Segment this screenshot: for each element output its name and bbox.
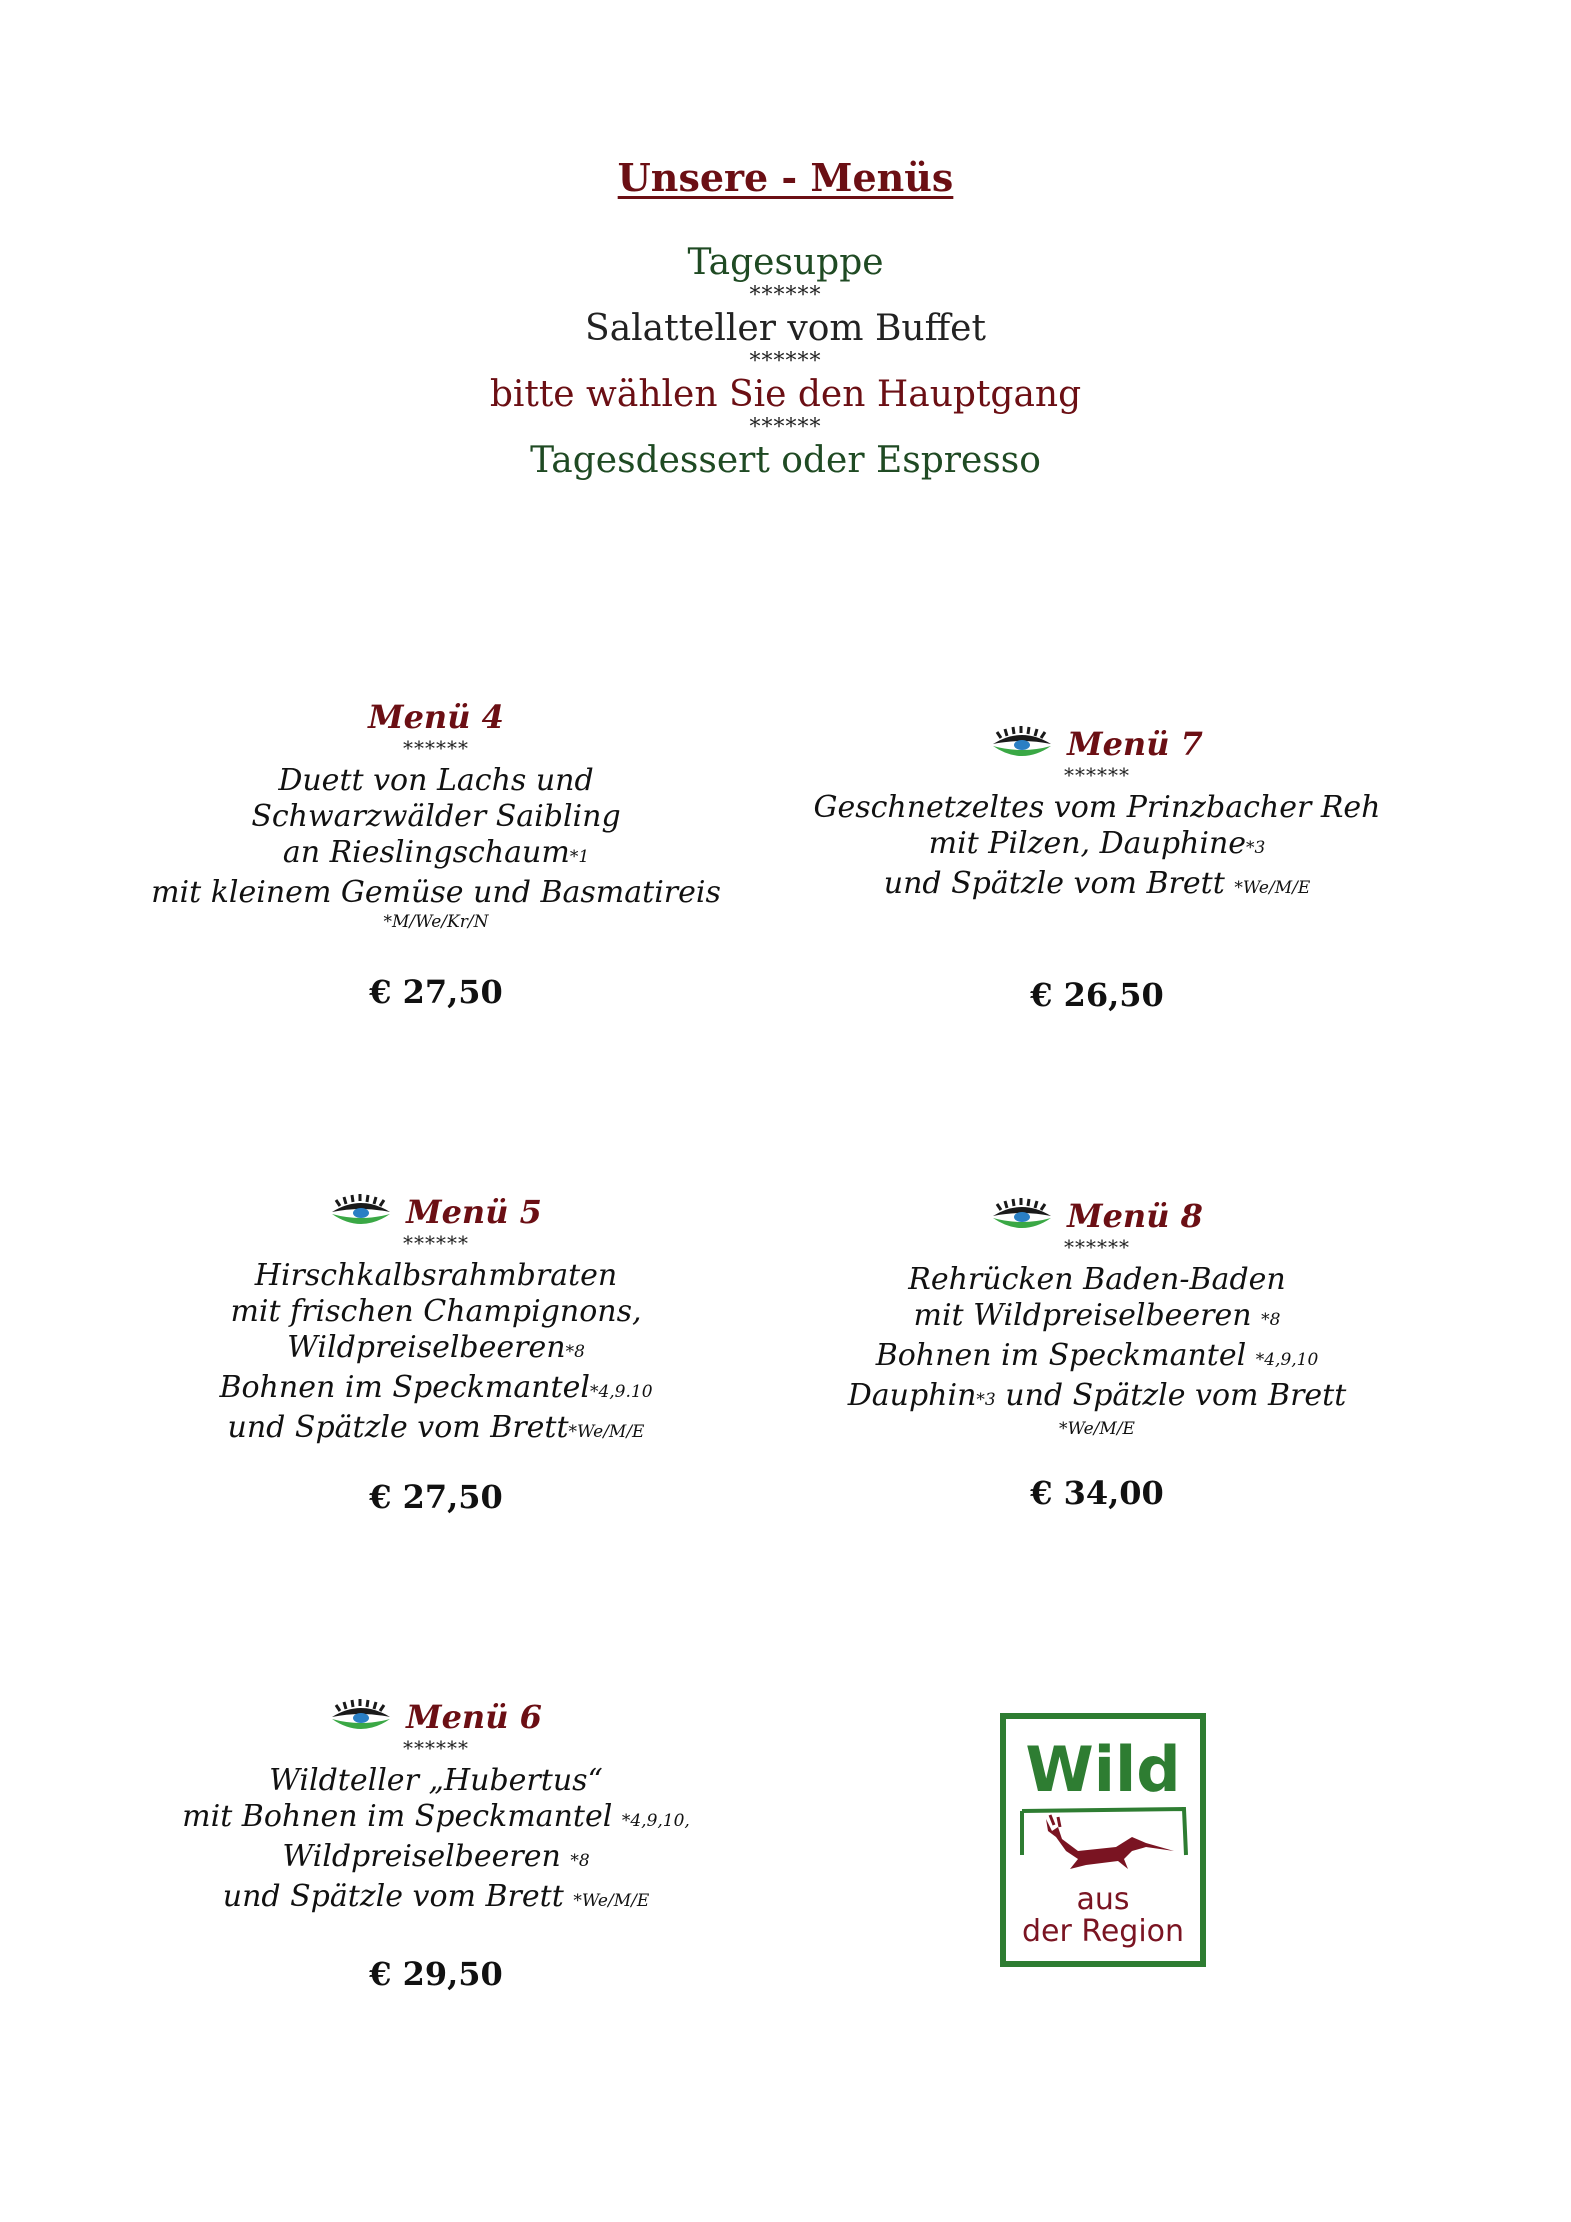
dish-line: Geschnetzeltes vom Prinzbacher Reh	[813, 790, 1381, 825]
dish-line: Wildpreiselbeeren	[287, 1330, 566, 1365]
eye-logo-icon	[991, 1196, 1053, 1236]
allergen-note: *We/M/E	[1059, 1419, 1135, 1439]
deer-icon	[1006, 1719, 1200, 1961]
menu-price: € 26,50	[1030, 976, 1164, 1014]
menu-4	[126, 697, 746, 1027]
course-salad: Salatteller vom Buffet	[585, 308, 986, 349]
separator: ******	[403, 736, 469, 760]
separator: ******	[403, 1231, 469, 1255]
dish-line: Bohnen im Speckmantel	[875, 1338, 1247, 1373]
dish-line: Rehrücken Baden-Baden	[908, 1262, 1286, 1297]
dish-line: Dauphin	[847, 1378, 977, 1413]
dish-line: Duett von Lachs und	[278, 763, 594, 798]
additive-note: *8	[1261, 1310, 1281, 1330]
separator: ******	[403, 1736, 469, 1760]
dish-line: mit frischen Champignons,	[230, 1294, 642, 1329]
allergen-note: *We/M/E	[568, 1422, 645, 1442]
menu-8	[787, 1196, 1407, 1536]
course-soup: Tagesuppe	[687, 242, 884, 283]
separator: ******	[1064, 1235, 1130, 1259]
additive-note: *4,9,10,	[621, 1811, 690, 1831]
menu-price: € 29,50	[369, 1955, 503, 1993]
menu-6	[126, 1697, 746, 2017]
dish-line: Wildteller „Hubertus“	[269, 1763, 603, 1798]
menu-title: Menü 4	[368, 698, 504, 736]
dish-line: und Spätzle vom Brett	[227, 1410, 569, 1445]
eye-logo-icon	[330, 1697, 392, 1737]
separator: ******	[749, 349, 822, 374]
menu-title: Menü 5	[406, 1193, 542, 1231]
menu-title: Menü 8	[1067, 1197, 1203, 1235]
additive-note: *8	[570, 1851, 590, 1871]
additive-note: *1	[569, 847, 590, 867]
allergen-note: *We/M/E	[573, 1891, 650, 1911]
eye-logo-icon	[330, 1192, 392, 1232]
additive-note: *3	[1246, 838, 1266, 858]
logo-line-region: der Region	[1021, 1914, 1185, 1949]
separator: ******	[749, 283, 822, 308]
eye-logo-icon	[991, 724, 1053, 764]
dish-line: an Rieslingschaum	[282, 835, 570, 870]
additive-note: *4,9,10	[1255, 1350, 1319, 1370]
course-main: bitte wählen Sie den Hauptgang	[489, 374, 1082, 415]
separator: ******	[749, 415, 822, 440]
menu-title: Menü 7	[1067, 725, 1203, 763]
menu-title: Menü 6	[406, 1698, 542, 1736]
menu-price: € 34,00	[1030, 1474, 1164, 1512]
menu-5	[126, 1192, 746, 1532]
dish-line: Bohnen im Speckmantel	[219, 1370, 590, 1405]
additive-note: *8	[565, 1342, 585, 1362]
course-dessert: Tagesdessert oder Espresso	[530, 440, 1041, 481]
dish-line: Schwarzwälder Saibling	[251, 799, 621, 834]
dish-line: Wildpreiselbeeren	[282, 1839, 561, 1874]
dish-line: mit Pilzen, Dauphine	[928, 826, 1247, 861]
allergen-note: *We/M/E	[1234, 878, 1311, 898]
dish-line: mit Bohnen im Speckmantel	[182, 1799, 613, 1834]
logo-line-aus: aus	[1076, 1882, 1130, 1917]
wild-region-logo	[1000, 1713, 1206, 1967]
dish-line: mit kleinem Gemüse und Basmatireis	[151, 875, 721, 910]
logo-word: Wild	[1025, 1733, 1181, 1806]
additive-note: *4,9.10	[589, 1382, 653, 1402]
dish-line: und Spätzle vom Brett	[1005, 1378, 1347, 1413]
dish-line: und Spätzle vom Brett	[883, 866, 1225, 901]
dish-line: und Spätzle vom Brett	[222, 1879, 564, 1914]
page-title: Unsere - Menüs	[617, 155, 954, 200]
intro-section	[0, 155, 1571, 484]
menu-price: € 27,50	[369, 1478, 503, 1516]
separator: ******	[1064, 763, 1130, 787]
allergen-note: *M/We/Kr/N	[383, 912, 489, 932]
dish-line: Hirschkalbsrahmbraten	[254, 1258, 618, 1293]
menu-price: € 27,50	[369, 973, 503, 1011]
additive-note: *3	[976, 1390, 996, 1410]
dish-line: mit Wildpreiselbeeren	[913, 1298, 1252, 1333]
menu-7	[787, 724, 1407, 1024]
